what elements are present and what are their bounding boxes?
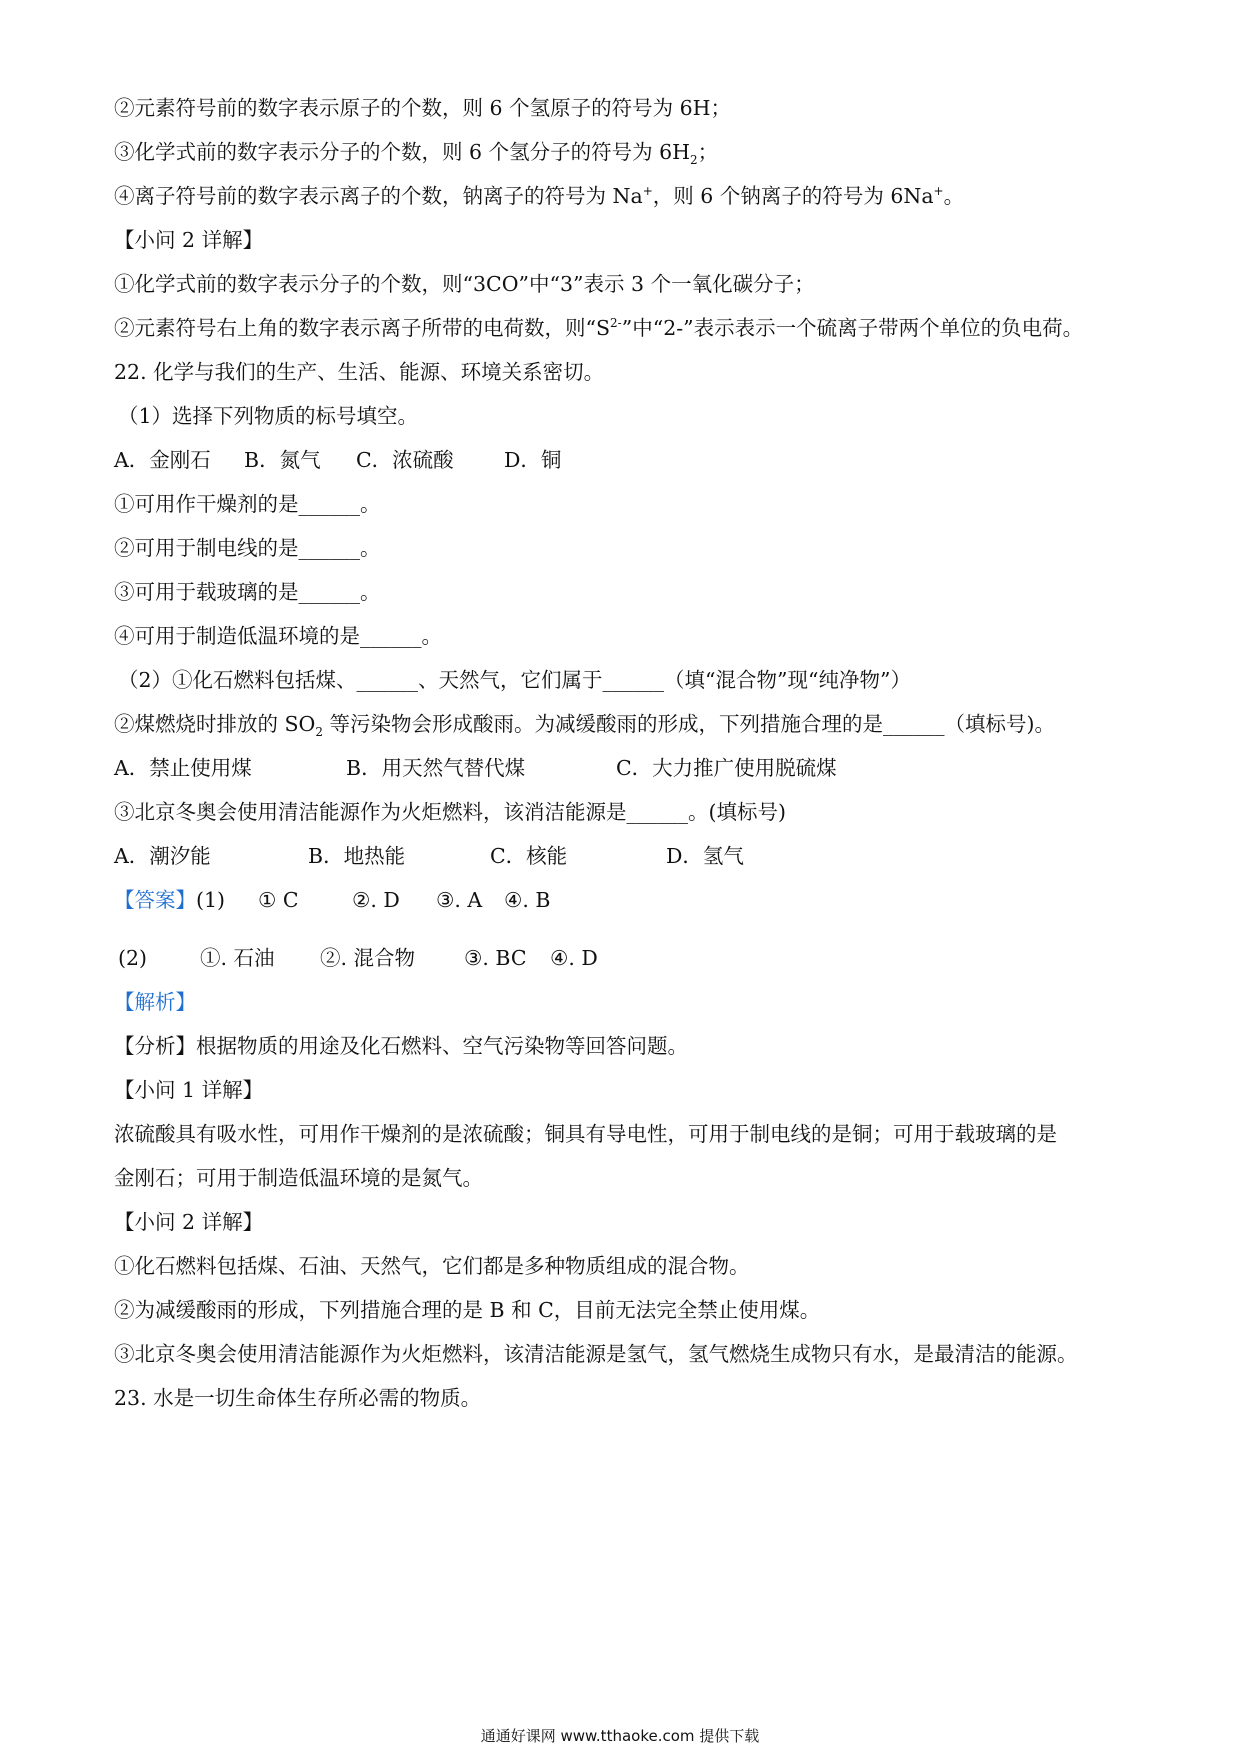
text: 【小问 1 详解】	[114, 1078, 264, 1102]
prev-line-1	[114, 93, 731, 123]
prev-heading-2	[114, 225, 263, 255]
text: 23. 水是一切生命体生存所必需的物质。	[114, 1386, 482, 1410]
q22-part2	[118, 665, 911, 695]
option-c: C．核能	[490, 844, 568, 868]
analysis-detail-4	[114, 1339, 1078, 1369]
text: 等污染物会形成酸雨。为减缓酸雨的形成，下列措施合理的是	[323, 712, 884, 736]
answer-blank: ______	[298, 536, 360, 560]
analysis-detail-2	[114, 1251, 750, 1281]
answer-blank: ______	[356, 668, 419, 692]
text: （2）①化石燃料包括煤、	[118, 668, 357, 692]
text: 。	[360, 580, 381, 604]
text: 【解析】	[114, 990, 196, 1014]
text: 22. 化学与我们的生产、生活、能源、环境关系密切。	[114, 360, 605, 384]
text: ②煤燃烧时排放的 SO	[114, 712, 316, 736]
text: ③北京冬奥会使用清洁能源作为火炬燃料，该消洁能源是	[114, 800, 627, 824]
text: ④离子符号前的数字表示离子的个数，钠离子的符号为 Na	[114, 184, 643, 208]
q22-sub-1	[114, 489, 381, 519]
text: 浓硫酸具有吸水性，可用作干燥剂的是浓硫酸；铜具有导电性，可用于制电线的是铜；可用于载玻璃的是	[114, 1122, 1057, 1146]
subscript: 2	[315, 725, 324, 740]
q22-sub-4	[114, 621, 442, 651]
prev-line-2	[114, 137, 718, 167]
answer-item: ① C	[258, 888, 299, 912]
text: ①化石燃料包括煤、石油、天然气，它们都是多种物质组成的混合物。	[114, 1254, 750, 1278]
answer-item: ③. A	[436, 888, 483, 912]
text: 金刚石；可用于制造低温环境的是氮气。	[114, 1166, 483, 1190]
option-c: C．浓硫酸	[356, 448, 454, 472]
prev-line-5	[114, 313, 1083, 343]
option-b: B．氮气	[244, 448, 321, 472]
text: ；	[697, 140, 719, 164]
text: ③可用于载玻璃的是	[114, 580, 299, 604]
text: 。(填标号)	[688, 800, 786, 824]
answer-item: ③. BC	[464, 946, 527, 970]
option-d: D．氢气	[666, 844, 744, 868]
text: ②为减缓酸雨的形成，下列措施合理的是 B 和 C，目前无法完全禁止使用煤。	[114, 1298, 821, 1322]
q22-options-1	[114, 445, 561, 475]
text: ③化学式前的数字表示分子的个数，则 6 个氢分子的符号为 6H	[114, 140, 691, 164]
q22-part1	[118, 401, 418, 431]
q22-sub-2	[114, 533, 381, 563]
option-a: A．金刚石	[114, 448, 211, 472]
analysis-label	[114, 987, 196, 1017]
answer-blank: ______	[626, 800, 688, 824]
option-a: A．潮汐能	[114, 844, 211, 868]
text: （填标号)。	[944, 712, 1056, 736]
answer-blank: ______	[360, 624, 422, 648]
text: 。	[360, 536, 381, 560]
answer-item: ④. D	[550, 946, 598, 970]
answer-part: (1)	[196, 888, 226, 912]
answer-label: 【答案】	[114, 888, 196, 912]
text: 、天然气，它们属于	[418, 668, 603, 692]
text: ”中“2-”表示表示一个硫离子带两个单位的负电荷。	[621, 316, 1084, 340]
q22-stem	[114, 357, 604, 387]
text: 。	[943, 184, 965, 208]
q22-part2-2	[114, 709, 1055, 739]
prev-line-3	[114, 181, 964, 211]
superscript: +	[933, 184, 944, 199]
option-b: B．用天然气替代煤	[346, 756, 526, 780]
analysis-detail-3	[114, 1295, 820, 1325]
prev-line-4	[114, 269, 815, 299]
text: （1）选择下列物质的标号填空。	[118, 404, 419, 428]
analysis-detail-1a	[114, 1119, 1057, 1149]
answer-item: ①. 石油	[200, 946, 275, 970]
analysis-summary	[114, 1031, 688, 1061]
text: ②元素符号右上角的数字表示离子所带的电荷数，则“S	[114, 316, 611, 340]
text: 【小问 2 详解】	[114, 228, 264, 252]
option-c: C．大力推广使用脱硫煤	[616, 756, 837, 780]
text: ②可用于制电线的是	[114, 536, 299, 560]
option-b: B．地热能	[308, 844, 406, 868]
answer-blank: ______	[602, 668, 665, 692]
answer-item: ②. D	[352, 888, 400, 912]
answer-blank: ______	[298, 492, 360, 516]
answer-item: ②. 混合物	[320, 946, 416, 970]
text: ③北京冬奥会使用清洁能源作为火炬燃料，该清洁能源是氢气，氢气燃烧生成物只有水，是最清洁的能源。	[114, 1342, 1078, 1366]
text: ④可用于制造低温环境的是	[114, 624, 360, 648]
text: 【小问 2 详解】	[114, 1210, 264, 1234]
subscript: 2	[690, 153, 698, 168]
text: ，则 6 个钠离子的符号为 6Na	[652, 184, 934, 208]
answer-blank: ______	[883, 712, 945, 736]
q22-part2-3	[114, 797, 786, 827]
text: 。	[421, 624, 442, 648]
superscript: 2-	[610, 316, 622, 331]
option-d: D．铜	[504, 448, 562, 472]
text: 【分析】根据物质的用途及化石燃料、空气污染物等回答问题。	[114, 1034, 688, 1058]
q23-stem	[114, 1383, 481, 1413]
text: ②元素符号前的数字表示原子的个数，则 6 个氢原子的符号为 6H；	[114, 96, 732, 120]
q22-options-3	[114, 841, 744, 871]
analysis-heading-1	[114, 1075, 263, 1105]
answer-blank: ______	[298, 580, 360, 604]
q22-options-2	[114, 753, 837, 783]
text: ①化学式前的数字表示分子的个数，则“3CO”中“3”表示 3 个一氧化碳分子；	[114, 272, 815, 296]
q22-sub-3	[114, 577, 381, 607]
answer-row-2	[118, 943, 598, 973]
answer-row-1	[114, 885, 550, 915]
text: ①可用作干燥剂的是	[114, 492, 299, 516]
superscript: +	[642, 184, 653, 199]
text: （填“混合物”现“纯净物”）	[664, 668, 911, 692]
analysis-detail-1b	[114, 1163, 483, 1193]
answer-part: (2)	[118, 946, 148, 970]
analysis-heading-2	[114, 1207, 263, 1237]
option-a: A．禁止使用煤	[114, 756, 252, 780]
answer-item: ④. B	[504, 888, 551, 912]
page-footer: 通通好课网 www.tthaoke.com 提供下载	[480, 1727, 760, 1745]
text: 。	[360, 492, 381, 516]
